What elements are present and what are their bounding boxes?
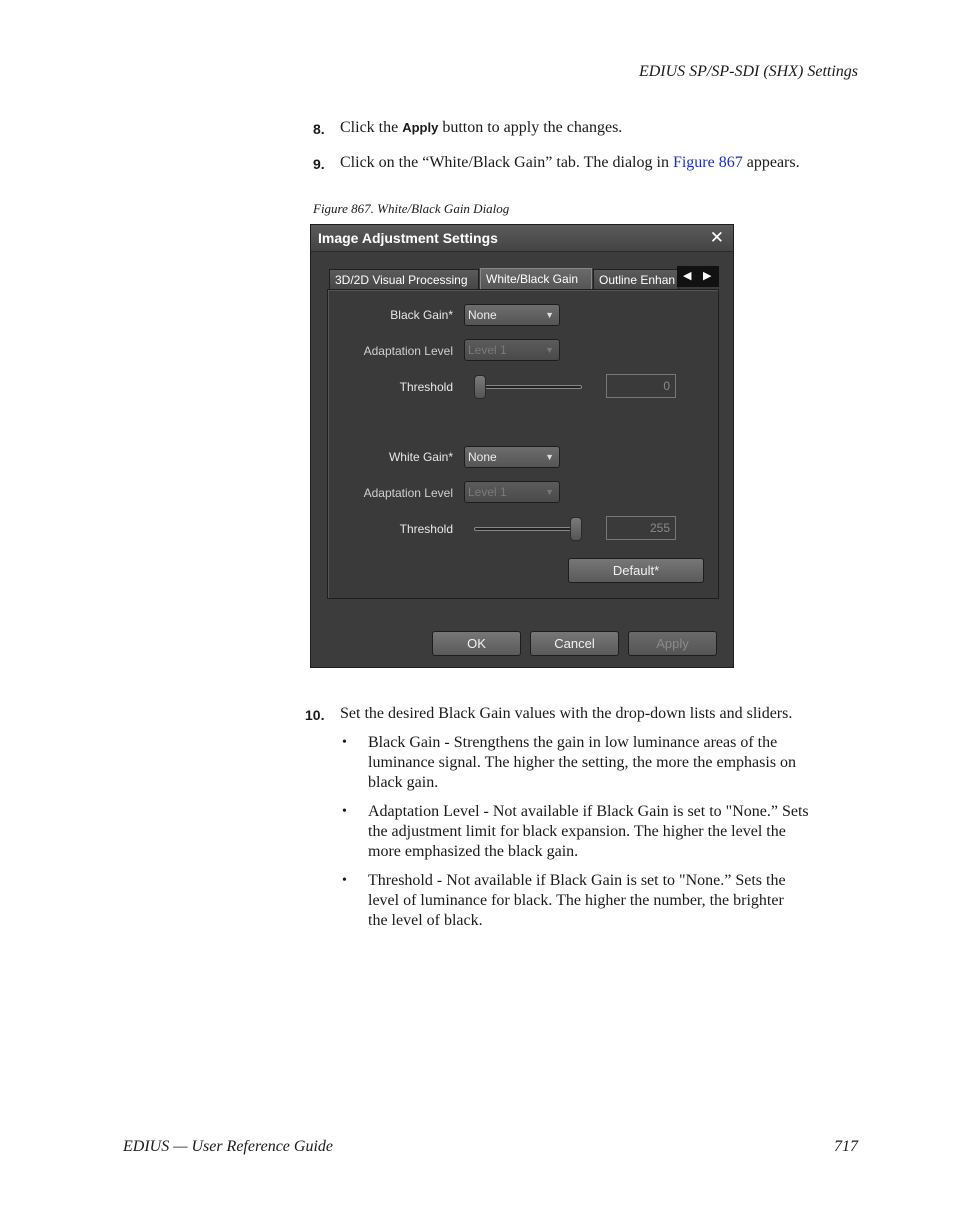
- tab-next-icon[interactable]: ▶: [703, 270, 712, 282]
- image-adjustment-dialog: [310, 224, 734, 668]
- white-gain-label: White Gain*: [388, 450, 453, 464]
- black-adaptation-label: Adaptation Level: [363, 344, 453, 358]
- figure-link[interactable]: Figure 867: [672, 154, 743, 171]
- chevron-down-icon: ▼: [545, 345, 554, 355]
- step-number: 8.: [313, 121, 325, 137]
- step-text-post: button to apply the changes.: [438, 119, 623, 136]
- footer-guide-title: EDIUS — User Reference Guide: [123, 1138, 334, 1155]
- list-item-line: level of luminance for black. The higher the number, the brighter: [368, 892, 784, 909]
- list-item-line: more emphasized the black gain.: [368, 843, 579, 860]
- dialog-title: Image Adjustment Settings: [318, 230, 498, 246]
- running-header: EDIUS SP/SP-SDI (SHX) Settings: [638, 63, 858, 80]
- tab-scroll-controls: [677, 266, 719, 287]
- chevron-down-icon: ▼: [545, 310, 554, 320]
- list-item-line: Adaptation Level - Not available if Black Gain is set to "None.” Sets: [368, 803, 809, 820]
- step-text: [340, 118, 622, 138]
- white-threshold-slider-track[interactable]: [474, 527, 580, 531]
- bullet-mark: •: [342, 735, 347, 750]
- chevron-down-icon: ▼: [545, 487, 554, 497]
- bullet-mark: •: [342, 804, 347, 819]
- black-threshold-value[interactable]: 0: [606, 374, 676, 398]
- step-text-pre: Click on the “White/Black Gain” tab. The dialog in: [340, 154, 673, 171]
- list-item-line: the adjustment limit for black expansion. The higher the level the: [368, 823, 786, 840]
- dialog-titlebar: [311, 225, 733, 252]
- black-gain-dropdown[interactable]: [464, 304, 560, 326]
- list-item-line: luminance signal. The higher the setting, the more the emphasis on: [368, 754, 797, 771]
- black-gain-label: Black Gain*: [390, 308, 453, 322]
- tab-prev-icon[interactable]: ◀: [683, 270, 692, 282]
- ok-button[interactable]: OK: [432, 631, 521, 656]
- black-adaptation-value: Level 1: [468, 343, 507, 357]
- white-gain-dropdown[interactable]: [464, 446, 560, 468]
- tab-white-black-gain[interactable]: White/Black Gain: [480, 268, 592, 291]
- tab-panel: [327, 289, 719, 599]
- step-text-pre: Click the: [340, 119, 403, 136]
- step-number: 9.: [313, 156, 325, 172]
- list-item: [368, 871, 858, 931]
- tab-3d-2d-visual-processing[interactable]: 3D/2D Visual Processing: [329, 269, 479, 290]
- white-threshold-slider-handle[interactable]: [570, 517, 582, 541]
- step-text-post: appears.: [742, 154, 800, 171]
- list-item-line: the level of black.: [368, 912, 483, 929]
- cancel-button[interactable]: Cancel: [530, 631, 619, 656]
- list-item-line: black gain.: [368, 774, 439, 791]
- apply-keyword: Apply: [402, 120, 439, 135]
- bullet-mark: •: [342, 873, 347, 888]
- step-text: [340, 153, 800, 173]
- step-text: Set the desired Black Gain values with the drop-down lists and sliders.: [340, 705, 793, 722]
- list-item-line: Threshold - Not available if Black Gain is set to "None.” Sets the: [368, 872, 786, 889]
- black-threshold-label: Threshold: [399, 380, 453, 394]
- chevron-down-icon: ▼: [545, 452, 554, 462]
- step-number: 10.: [305, 707, 325, 723]
- default-button[interactable]: Default*: [568, 558, 704, 583]
- black-threshold-slider-handle[interactable]: [474, 375, 486, 399]
- white-threshold-label: Threshold: [399, 522, 453, 536]
- white-adaptation-value: Level 1: [468, 485, 507, 499]
- white-adaptation-dropdown[interactable]: [464, 481, 560, 503]
- close-icon[interactable]: ✕: [709, 228, 724, 247]
- black-gain-value: None: [468, 308, 497, 322]
- apply-button[interactable]: Apply: [628, 631, 717, 656]
- list-item: [368, 802, 858, 862]
- white-threshold-value[interactable]: 255: [606, 516, 676, 540]
- list-item: [368, 733, 858, 793]
- list-item-line: Black Gain - Strengthens the gain in low luminance areas of the: [368, 734, 778, 751]
- white-gain-value: None: [468, 450, 497, 464]
- black-threshold-slider-track[interactable]: [476, 385, 582, 389]
- page-number: 717: [834, 1138, 858, 1155]
- figure-caption: Figure 867. White/Black Gain Dialog: [313, 201, 510, 216]
- tab-outline-enhancement[interactable]: Outline Enhan: [593, 269, 679, 290]
- white-adaptation-label: Adaptation Level: [363, 486, 453, 500]
- black-adaptation-dropdown[interactable]: [464, 339, 560, 361]
